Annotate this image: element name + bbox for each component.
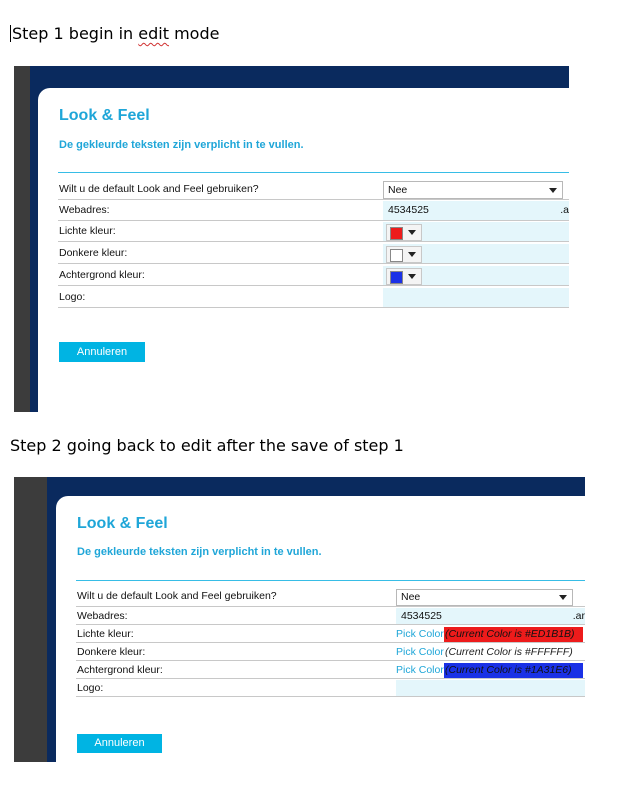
form-row-achtergrond-kleur: [58, 266, 569, 286]
form-row-logo: [76, 680, 585, 697]
panel-title: Look & Feel: [77, 515, 168, 532]
webadres-suffix: .a: [560, 204, 569, 216]
lichte-kleur-label: Lichte kleur:: [77, 628, 134, 640]
webadres-input[interactable]: [383, 201, 569, 220]
color-dropdown-arrow-icon: [408, 274, 416, 279]
donkere-kleur-field: [383, 244, 569, 263]
webadres-suffix: .ar: [572, 610, 585, 622]
lichte-kleur-field: [383, 222, 569, 241]
form-row-lichte-kleur: [76, 626, 585, 643]
text-cursor: [10, 25, 11, 42]
logo-field[interactable]: [396, 680, 585, 696]
left-sidebar-strip: [14, 66, 30, 412]
default-look-select[interactable]: [383, 181, 563, 199]
required-fields-note: De gekleurde teksten zijn verplicht in te vullen.: [59, 139, 304, 151]
donkere-kleur-swatch: [390, 249, 403, 262]
lichte-kleur-current-color: (Current Color is #ED1B1B): [444, 627, 583, 642]
achtergrond-kleur-label: Achtergrond kleur:: [77, 664, 163, 676]
default-look-label: Wilt u de default Look and Feel gebruiken?: [59, 183, 259, 195]
panel-title: Look & Feel: [59, 107, 150, 124]
webadres-label: Webadres:: [59, 204, 110, 216]
look-and-feel-panel: [56, 496, 585, 762]
spellcheck-underline: edit: [138, 24, 169, 43]
donkere-kleur-label: Donkere kleur:: [77, 646, 146, 658]
look-and-feel-panel: [38, 88, 569, 412]
color-dropdown-arrow-icon: [408, 230, 416, 235]
color-dropdown-arrow-icon: [408, 252, 416, 257]
form-row-webadres: [58, 201, 569, 221]
achtergrond-kleur-current-color: (Current Color is #1A31E6): [444, 663, 583, 678]
cancel-button[interactable]: Annuleren: [77, 734, 162, 753]
donkere-kleur-pick-color-link[interactable]: Pick Color: [396, 646, 444, 658]
lichte-kleur-label: Lichte kleur:: [59, 225, 116, 237]
logo-label: Logo:: [77, 682, 104, 694]
achtergrond-kleur-swatch: [390, 271, 403, 284]
lichte-kleur-pick-color-link[interactable]: Pick Color: [396, 628, 444, 640]
default-look-select-value: Nee: [388, 184, 408, 196]
achtergrond-kleur-pick-color-link[interactable]: Pick Color: [396, 664, 444, 676]
donkere-kleur-color-picker[interactable]: [386, 246, 422, 263]
cancel-button[interactable]: Annuleren: [59, 342, 145, 362]
form-row-donkere-kleur: [76, 644, 585, 661]
required-fields-note: De gekleurde teksten zijn verplicht in te vullen.: [77, 546, 322, 558]
default-look-label: Wilt u de default Look and Feel gebruiken?: [77, 590, 277, 602]
form-row-donkere-kleur: [58, 244, 569, 264]
webadres-value: 4534525: [401, 610, 442, 622]
webadres-value: 4534525: [388, 204, 429, 216]
step-1-caption-text: Step 1 begin in edit mode: [12, 24, 220, 43]
section-divider: [58, 172, 569, 173]
donkere-kleur-current-color: (Current Color is #FFFFFF): [444, 645, 585, 660]
step-2-caption: Step 2 going back to edit after the save of step 1: [10, 436, 404, 455]
achtergrond-kleur-color-picker[interactable]: [386, 268, 422, 285]
left-sidebar-strip: [14, 477, 47, 762]
default-look-select[interactable]: [396, 589, 573, 606]
form-row-default-look: [76, 588, 585, 607]
webadres-label: Webadres:: [77, 610, 128, 622]
achtergrond-kleur-field: [383, 266, 569, 285]
default-look-select-value: Nee: [401, 591, 421, 603]
form-row-webadres: [76, 608, 585, 625]
logo-label: Logo:: [59, 291, 86, 303]
webadres-input[interactable]: [396, 608, 585, 624]
form-row-lichte-kleur: [58, 222, 569, 242]
dropdown-arrow-icon: [559, 595, 567, 600]
donkere-kleur-label: Donkere kleur:: [59, 247, 128, 259]
step-2-screenshot: [14, 477, 585, 762]
logo-field[interactable]: [383, 288, 569, 307]
step-1-caption: [10, 24, 219, 43]
achtergrond-kleur-label: Achtergrond kleur:: [59, 269, 145, 281]
form-row-logo: [58, 288, 569, 308]
form-row-achtergrond-kleur: [76, 662, 585, 679]
section-divider: [76, 580, 585, 581]
dropdown-arrow-icon: [549, 188, 557, 193]
lichte-kleur-swatch: [390, 227, 403, 240]
lichte-kleur-color-picker[interactable]: [386, 224, 422, 241]
form-row-default-look: [58, 180, 569, 200]
step-1-screenshot: [14, 66, 569, 412]
